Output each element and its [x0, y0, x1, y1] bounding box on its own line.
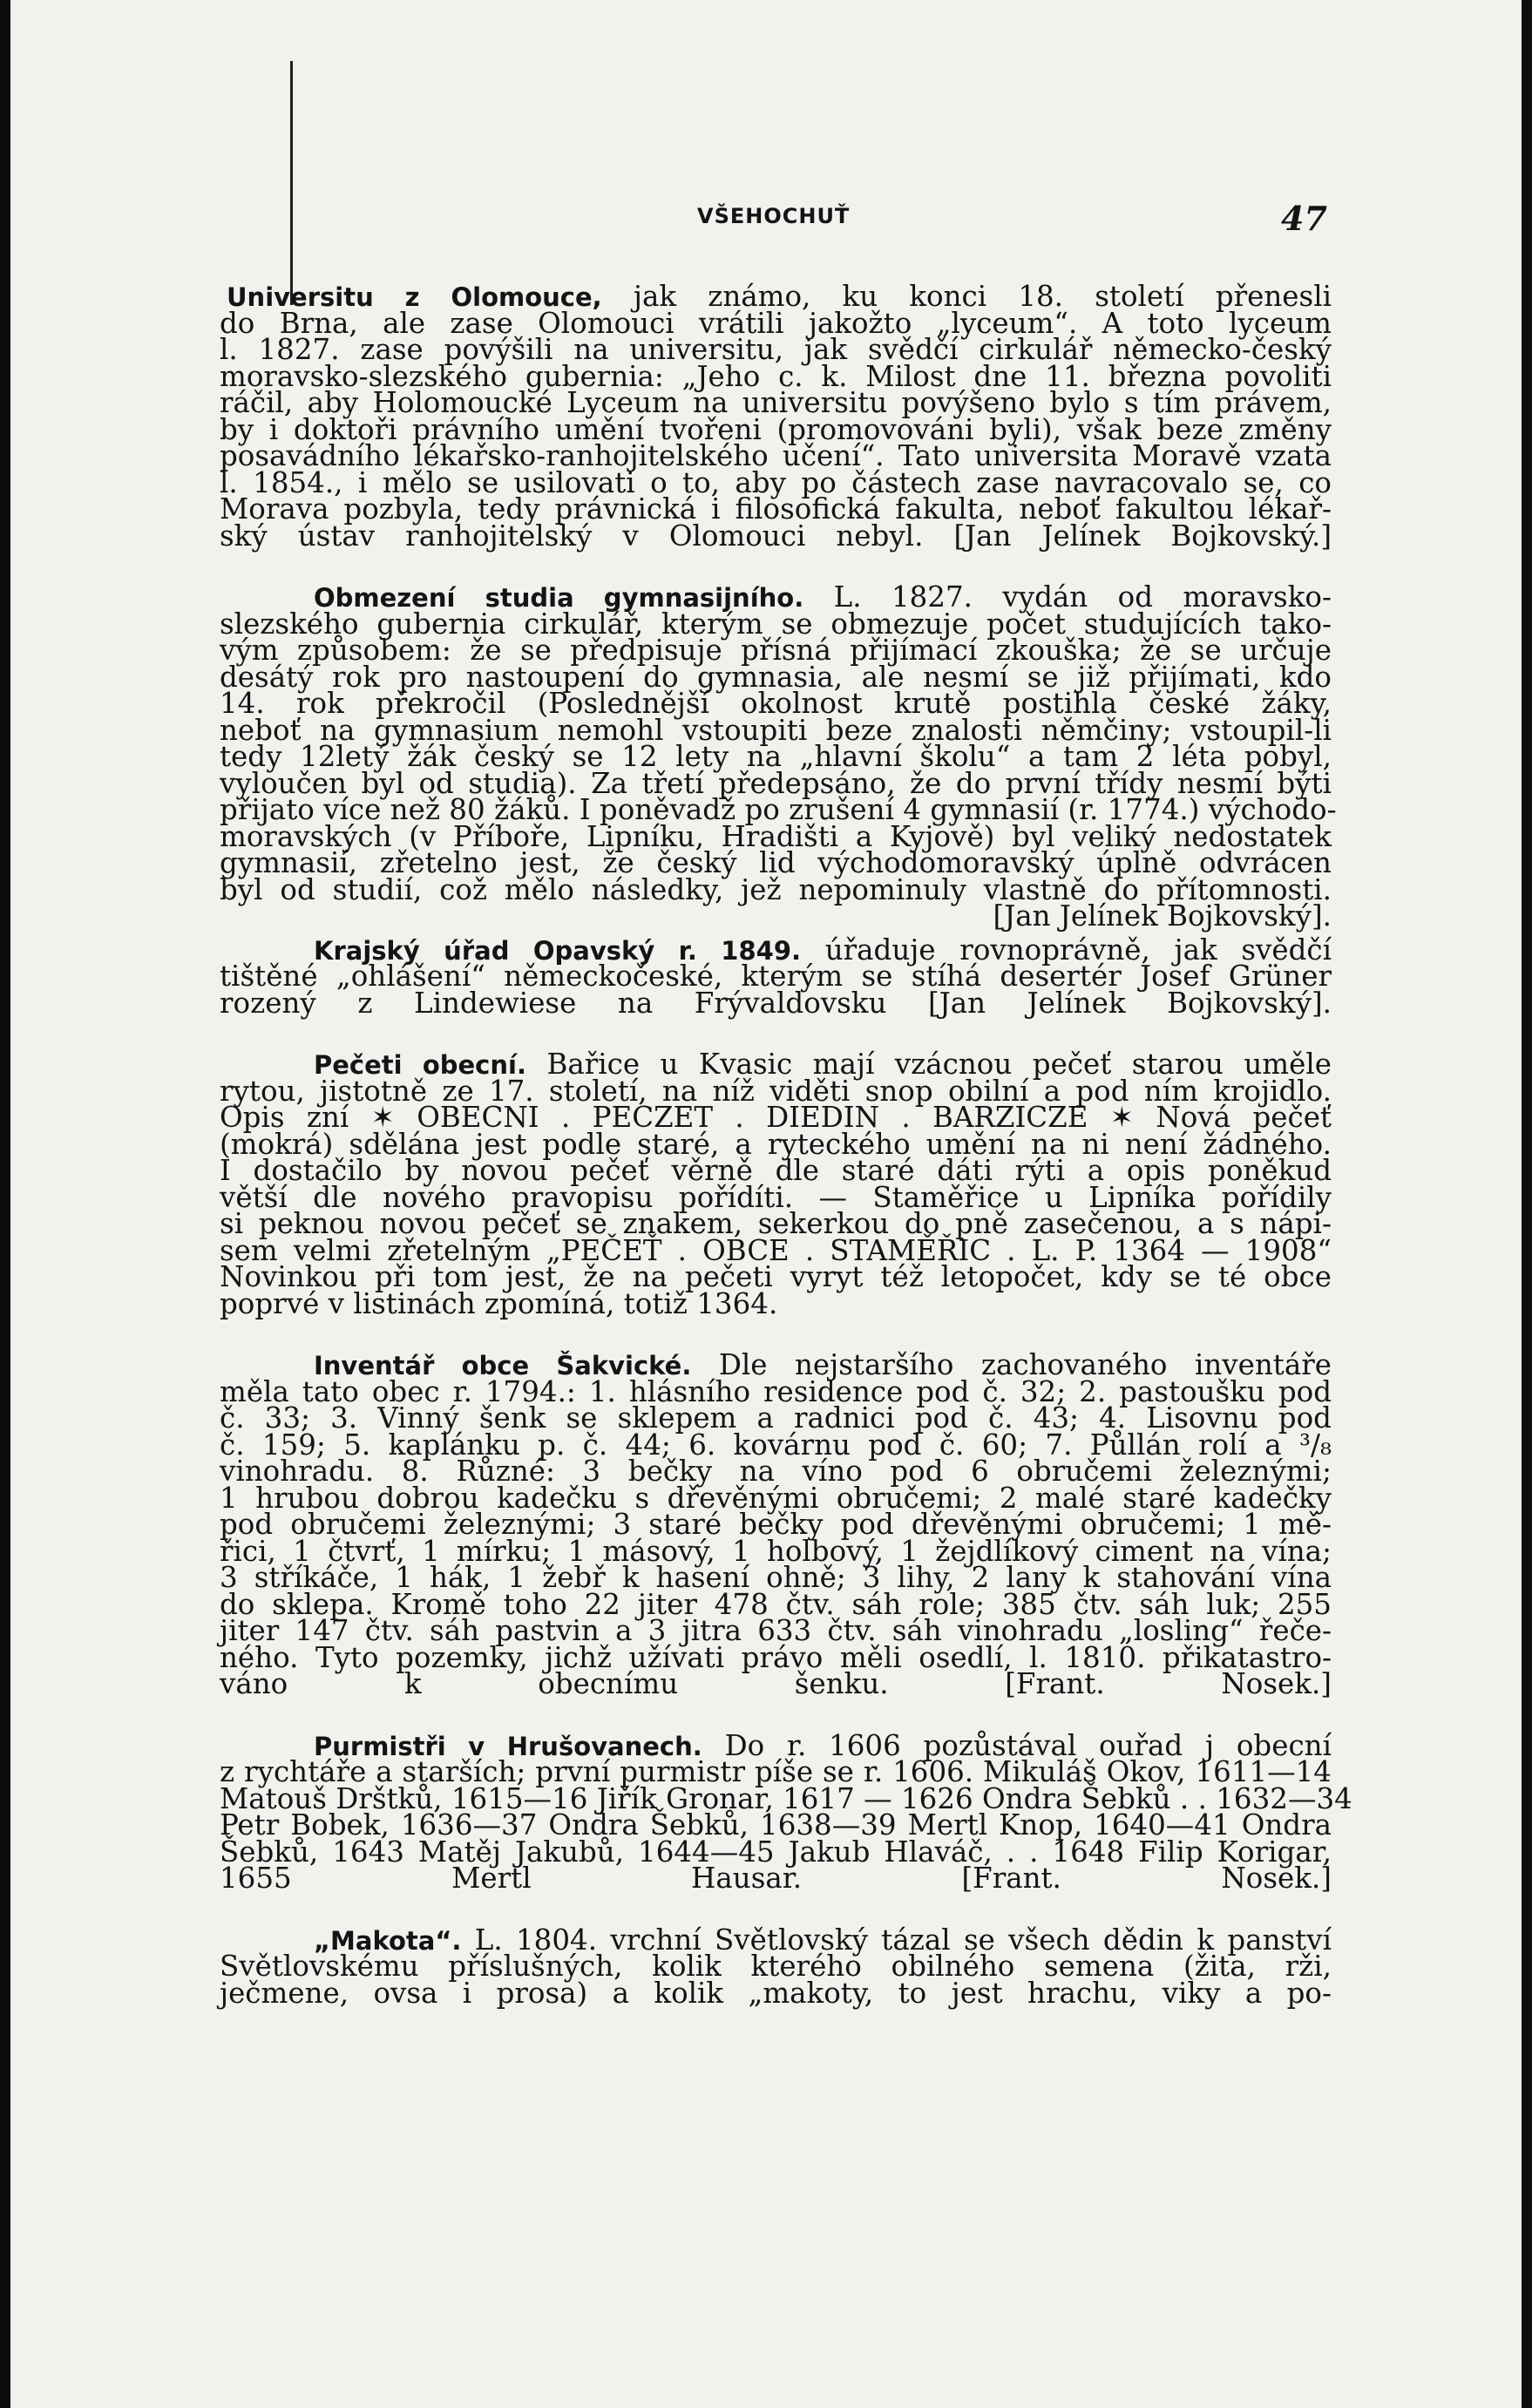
text-line: posavádního lékařsko-ranhojitelského učení“. Tato universita Moravě vzata [220, 439, 1332, 472]
entry-heading: Purmistři v Hrušovanech. [314, 1731, 702, 1761]
binding-mark [290, 61, 293, 305]
signature: [Jan Jelínek Bojkovský]. [928, 986, 1332, 1020]
entry-hrusovany-mayors [220, 1728, 1352, 1895]
signature: [Frant. Nosek.] [961, 1862, 1332, 1895]
text-line: desátý rok pro nastoupení do gymnasia, ale nesmí se již přijímati, kdo [220, 660, 1332, 694]
text-line: Matouš Drštků, 1615—16 Jiřík Gronar, 1617 — 1626 Ondra Šebků . . 1632—34 [220, 1781, 1352, 1815]
text-line: moravsko-slezského gubernia: „Jeho c. k. Milost dne 11. března povoliti [220, 359, 1332, 393]
text-line: Purmistři v Hrušovanech. Do r. 1606 pozůstával ouřad j obecní [314, 1728, 1332, 1762]
text-line: Novinkou při tom jest, že na pečeti vyryt též letopočet, kdy se té obce [220, 1260, 1332, 1293]
entry-university-olomouc [220, 280, 1332, 553]
text-line: pod obručemi železnými; 3 staré bečky pod dřevěnými obručemi; 1 mě- [220, 1508, 1332, 1541]
text-line: tedy 12letý žák český se 12 lety na „hlavní školu“ a tam 2 léta pobyl, [220, 740, 1332, 773]
text-line: z rychtáře a starších; první purmistr píše se r. 1606. Mikuláš Okov, 1611—14 [220, 1755, 1332, 1788]
text-line: l. 1854., i mělo se usilovati o to, aby po částech zase navracovalo se, co [220, 465, 1332, 499]
text-line: ský ústav ranhojitelský v Olomouci nebyl. [Jan Jelínek Bojkovský.] [220, 519, 1332, 553]
text-line: slezského gubernia cirkulář, kterým se obmezuje počet studujících tako- [220, 607, 1332, 641]
text-line: řici, 1 čtvrť, 1 mírku; 1 másový, 1 holbový, 1 žejdlíkový ciment na vína; [220, 1534, 1332, 1568]
signature: [Jan Jelínek Bojkovský.] [953, 519, 1332, 553]
running-head: VŠEHOCHUŤ [697, 204, 851, 228]
text-line: Universitu z Olomouce, jak známo, ku konci 18. století přenesli [227, 280, 1332, 313]
entry-heading: Inventář obce Šakvické. [314, 1351, 692, 1380]
entry-sakvice-inventory [220, 1348, 1332, 1700]
text-line: větší dle nového pravopisu pořídíti. — Staměřice u Lipníka pořídily [220, 1180, 1332, 1214]
text-line: vým způsobem: že se předpisuje přísná přijímací zkouška; že se určuje [220, 634, 1332, 667]
text-line: váno k obecnímu šenku. [Frant. Nosek.] [220, 1667, 1332, 1700]
text-line: rytou, jistotně ze 17. století, na níž viděti snop obilní a pod ním krojidlo. [220, 1074, 1332, 1108]
text-line: ječmene, ovsa i prosa) a kolik „makoty, to jest hrachu, viky a po- [220, 1976, 1332, 2010]
text-line: č. 33; 3. Vinný šenk se sklepem a radnici pod č. 43; 4. Lisovnu pod [220, 1401, 1332, 1435]
text-line: Obmezení studia gymnasijního. L. 1827. vydán od moravsko- [314, 580, 1332, 614]
text-line: (mokrá) sdělána jest podle staré, a ryteckého umění na ni není žádného. [220, 1127, 1332, 1161]
text-line: 1 hrubou dobrou kadečku s dřevěnými obručemi; 2 malé staré kadečky [220, 1481, 1332, 1515]
text-line: byl od studií, což mělo následky, jež nepominuly vlastně do přítomnosti. [220, 872, 1332, 906]
entry-heading: Obmezení studia gymnasijního. [314, 583, 804, 613]
scan-border-left [0, 0, 10, 2408]
scan-border-right [1522, 0, 1532, 2408]
text-line: si peknou novou pečeť se znakem, sekerkou do pně zasečenou, a s nápi- [220, 1207, 1332, 1240]
page-header [0, 199, 1532, 242]
text-line: by i doktoři právního umění tvořeni (promovováni byli), však beze změny [220, 412, 1332, 446]
text-line: 1655 Mertl Hausar. [Frant. Nosek.] [220, 1862, 1332, 1895]
text-line: jiter 147 čtv. sáh pastvin a 3 jitra 633 čtv. sáh vinohradu „losling“ řeče- [220, 1614, 1332, 1647]
text-line: Světlovskému příslušných, kolik kterého obilného semena (žita, rži, [220, 1950, 1332, 1983]
text-line: ráčil, aby Holomoucké Lyceum na universitu povýšeno bylo s tím právem, [220, 386, 1332, 419]
text-line: Pečeti obecní. Bařice u Kvasic mají vzácnou pečeť starou uměle [314, 1048, 1332, 1081]
text-line: vinohradu. 8. Různé: 3 bečky na víno pod 6 obručemi železnými; [220, 1455, 1332, 1488]
text-line: rozený z Lindewiese na Frývaldovsku [Jan Jelínek Bojkovský]. [220, 986, 1332, 1020]
entry-opava-office [220, 933, 1332, 1020]
signature: [Frant. Nosek.] [1005, 1667, 1332, 1700]
entry-heading: Krajský úřad Opavský r. 1849. [314, 935, 802, 966]
text-line: Krajský úřad Opavský r. 1849. úřaduje rovnoprávně, jak svědčí [314, 933, 1332, 967]
text-line: Morava pozbyla, tedy právnická i filosofická fakulta, neboť fakultou lékař- [220, 492, 1332, 526]
text-line: přijato více než 80 žáků. I poněvadž po zrušení 4 gymnasií (r. 1774.) východo- [220, 793, 1337, 826]
text-line: do sklepa. Kromě toho 22 jiter 478 čtv. sáh role; 385 čtv. sáh luk; 255 [220, 1587, 1332, 1621]
text-line: poprvé v listinách zpomíná, totiž 1364. [220, 1286, 778, 1320]
entry-makota [220, 1923, 1332, 2010]
text-line: do Brna, ale zase Olomouci vrátili jakožto „lyceum“. A toto lyceum [220, 306, 1332, 340]
text-line: „Makota“. L. 1804. vrchní Světlovský tázal se všech dědin k panství [314, 1923, 1332, 1957]
text-line: Inventář obce Šakvické. Dle nejstaršího zachovaného inventáře [314, 1348, 1332, 1381]
entry-heading: Universitu z Olomouce, [227, 282, 602, 312]
text-line: ného. Tyto pozemky, jichž užívati právo měli osedlí, l. 1810. přikatastro- [220, 1640, 1332, 1674]
text-line: tištěné „ohlášení“ německočeské, kterým se stíhá desertér Josef Grüner [220, 960, 1332, 993]
text-line: l. 1827. zase povýšili na universitu, jak svědčí cirkulář německo-český [220, 333, 1332, 366]
text-line: 3 stříkáče, 1 hák, 1 žebř k hasení ohně; 3 lihy, 2 lany k stahování vína [220, 1561, 1332, 1594]
text-line: 14. rok překročil (Poslednější okolnost krutě postihla české žáky, [220, 687, 1332, 720]
text-line: I dostačilo by novou pečeť věrně dle staré dáti rýti a opis poněkud [220, 1154, 1332, 1187]
text-line: Opis zní ✶ OBECNI . PECZET . DIEDIN . BARZICZE ✶ Nová pečeť [220, 1101, 1332, 1134]
entry-gymnasium-restriction [220, 580, 1337, 933]
page-number: 47 [1281, 199, 1327, 238]
text-line: sem velmi zřetelným „PEČEŤ . OBCE . STAMĚŘIC . L. P. 1364 — 1908“ [220, 1233, 1332, 1267]
text-line: moravských (v Příboře, Lipníku, Hradišti a Kyjově) byl veliký nedostatek [220, 819, 1332, 853]
entry-heading: Pečeti obecní. [314, 1050, 526, 1080]
entry-heading: „Makota“. [314, 1925, 462, 1956]
entry-municipal-seals [220, 1048, 1332, 1320]
text-line: neboť na gymnasium nemohl vstoupiti beze znalosti němčiny; vstoupil-li [220, 713, 1332, 747]
text-line: gymnasií, zřetelno jest, že český lid východomoravský úplně odvrácen [220, 846, 1332, 879]
page-body [220, 280, 1352, 2010]
text-line: Šebků, 1643 Matěj Jakubů, 1644—45 Jakub Hlaváč, . . 1648 Filip Korigar, [220, 1835, 1332, 1869]
text-line: vyloučen byl od studia). Za třetí předepsáno, že do první třídy nesmí býti [220, 766, 1332, 800]
signature: [Jan Jelínek Bojkovský]. [993, 899, 1332, 933]
text-line: č. 159; 5. kaplánku p. č. 44; 6. kovárnu pod č. 60; 7. Půllán rolí a ³/₈ [220, 1428, 1332, 1462]
text-line: měla tato obec r. 1794.: 1. hlásního residence pod č. 32; 2. pastoušku pod [220, 1374, 1332, 1408]
text-line: Petr Bobek, 1636—37 Ondra Šebků, 1638—39 Mertl Knop, 1640—41 Ondra [220, 1808, 1332, 1842]
